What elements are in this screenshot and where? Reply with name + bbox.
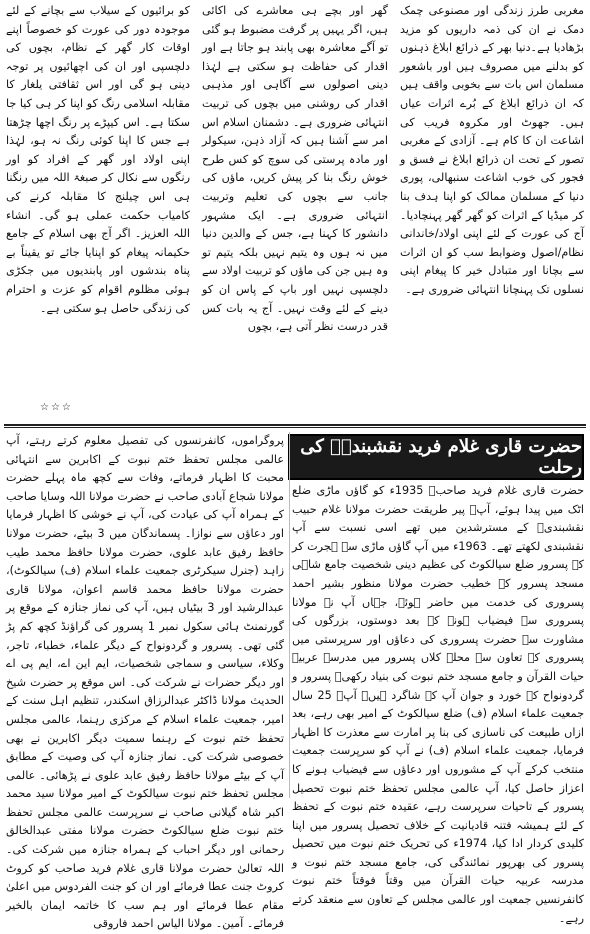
column-1-text: مغربی طرز زندگی اور مصنوعی چمک دمک نے ان کی ذمہ داریوں کو مزید بڑھادیا ہے۔دنیا بھر کے ذرائع ابلاغ ذہنوں کو بدلنے میں مصروف ہیں اور باشعور مسلمان اس بات سے بخوبی واقف ہیں کہ ان ذرائع ابلاغ کے بُرے اثرات عیاں ہیں۔ جھوٹ اور مکروہ فریب کی اشاعت ان کا کام ہے۔ آزادی کے مغربی تصور کے تحت ان ذرائع ابلاغ نے فسق و فجور کی خوب اشاعت سنبھالی، پوری دنیا کے مسلمان ممالک کو اپنا ہدف بنا کر میڈیا کے اثرات کو گھر گھر پہنچادیا۔ آج کی عورت کے لئے اپنی اولاد/خاندانی نظام/اصول وضوابط سب کو ان اثرات سے بچانا اور متبادل خیر کا پیغام اپنی نسلوں تک پہنچانا انتہائی ضروری ہے۔ <box>400 4 584 296</box>
top-section <box>6 2 584 422</box>
obituary-headline: حضرت قاری غلام فرید نقشبندیؒ کی رحلت <box>300 436 582 478</box>
article-column-3 <box>6 2 190 420</box>
obituary-left-text: پروگراموں، کانفرنسوں کی تفصیل معلوم کرتے رہتے، آپ عالمی مجلس تحفظ ختم نبوت کے اکابرین سے انتہائی محبت کا اظہار فرماتے، وفات سے کچھ ماہ پہلے حضرت مولانا شجاع آبادی صاحب نے حضرت مولانا اللہ وسایا صاحب کے ہمراہ آپ کی عیادت کی، آپ نے خوشی کا اظہار فرمایا اور دعاؤں سے نوازا۔ پسماندگان میں 3 بیٹے، حضرت مولانا حافظ رفیق عابد علوی، حضرت مولانا حافظ محمد طیب زاہد (جنرل سیکرٹری جمعیت علماء اسلام (ف) سیالکوٹ)، حضرت مولانا حافظ محمد قاسم اعوان، مولانا قاری عبدالرشید اور 3 بیٹیاں ہیں، آپ کی نماز جنازہ کے موقع پر گورنمنٹ ہائی سکول نمبر 1 پسرور کی گراؤنڈ کچھ کم پڑ گئی تھی۔ پسرور و گردونواح کے دیگر علماء، خطباء، تاجر، وکلاء، سیاسی و سماجی شخصیات، ایم این اے، ایم پی اے اور دیگر حضرات نے شرکت کی۔ اس موقع پر حضرت شیخ الحدیث مولانا ڈاکٹر عبدالرزاق اسکندر، تنظیم اہل سنت کے امیر، جمعیت علماء اسلام کے مرکزی رہنما، عالمی مجلس تحفظ ختم نبوت کے رہنما سمیت دیگر اکابرین نے بھی خصوصی شرکت کی۔ نماز جنازہ آپ کی وصیت کے مطابق آپ کے بیٹے مولانا حافظ رفیق عابد علوی نے پڑھائی۔ عالمی مجلس تحفظ ختم نبوت سیالکوٹ کے امیر مولانا سید محمد اکبر شاہ گیلانی صاحب نے سرپرست عالمی مجلس تحفظ ختم نبوت ضلع سیالکوٹ حضرت مولانا مفتی عبدالخالق رحمانی اور دیگر احباب کے ہمراہ جنازہ میں شرکت کی۔ اللہ تعالیٰ حضرت مولانا قاری غلام فرید صاحب کو کروٹ کروٹ جنت عطا فرمائے اور ان کو جنت الفردوس میں اعلیٰ مقام عطا فرمائے اور ہم سب کا خاتمہ ایمان بالخیر فرمائے۔ آمین۔ مولانا الیاس احمد فاروقی <box>6 434 285 931</box>
obituary-headline-box <box>288 434 584 480</box>
article-column-2 <box>202 2 388 420</box>
section-divider-thin <box>4 427 586 428</box>
column-2-text: گھر اور بچے ہی معاشرے کی اکائی ہیں، اگر یہیں پر گرفت مضبوط ہو گئی تو آگے معاشرہ بھی پابند ہو جاتا ہے اور اقدار کی حفاظت ہو سکتی ہے لہٰذا دینی اصولوں سے آگاہی اور مذہبی اقدار کی روشنی میں بچوں کی تربیت انتہائی ضروری ہے۔ دشمنان اسلام اس امر سے آشنا ہیں کہ آزاد ذہن، سیکولر اور مادہ پرستی کی سوچ کو کس طرح خوش رنگ بنا کر پیش کریں، ماؤں کی جانب سے بچوں کی تعلیم وتربیت انتہائی ضروری ہے۔ ایک مشہور دانشور کا کہنا ہے، جس کے والدین دنیا میں نہ ہوں وہ یتیم نہیں بلکہ یتیم تو وہ ہیں جن کی ماؤں کو تربیت اولاد سے دلچسپی نہیں اور باپ کے پاس ان کو دینے کے لئے وقت نہیں۔ آج یہ بات کس قدر درست نظر آتی ہے، بچوں <box>202 4 388 334</box>
article-column-1 <box>400 2 584 420</box>
obituary-column-right <box>292 482 585 925</box>
column-rule <box>289 432 290 798</box>
column-3-text: کو برائیوں کے سیلاب سے بچانے کے لئے موجودہ دور کی عورت کو خصوصاً اپنے اوقات کار گھر کے نظام، بچوں کی دلچسپی اور ان کی اچھائیوں پر توجہ دینی ہو گی اور اس ثقافتی یلغار کا مقابلہ اسلامی رنگ کو اپنا کر ہی کیا جا سکتا ہے۔ اس کیپڑے پر رنگ اچھا چڑھتا ہے جس کا اپنا کوئی رنگ نہ ہو، لہٰذا اپنی اولاد اور گھر کے افراد کو اور رنگوں سے نکال کر صبغۃ اللہ میں رنگنا ہی اس چیلنج کا مقابلہ کرنے کی کامیاب حکمت عملی ہو گی۔ انشاء اللہ العزیز۔ اگر آج بھی اسلام کے جامع حکیمانہ پیغام کو اپنایا جائے تو یقیناً بے پناہ بندشوں اور پابندیوں میں جکڑی ہوئی مظلوم اقوام کو عزت و احترام کی زندگی حاصل ہو سکتی ہے۔ <box>6 4 190 315</box>
section-divider <box>4 424 586 426</box>
section-end-stars: ☆☆☆ <box>40 402 73 413</box>
obituary-column-left <box>6 432 285 931</box>
obituary-right-text: حضرت قاری غلام فرید صاحبؒ 1935ء کو گاؤں ماڑی ضلع اٹک میں پیدا ہوئے، آپؒ پیر طریقت حضرت مولانا غلام حبیب نقشبندیؒ کے مسترشدین میں تھے اسی نسبت سے آپ نقشبندی لکھتے تھے۔ 1963ء میں آپ گاؤں ماڑی سے ہجرت کر کے پسرور ضلع سیالکوٹ کی عظیم دینی شخصیت جامع شاہی مسجد پسرور کے خطیب حضرت مولانا منظور بشیر احمد پسروری کی خدمت میں حاضر ہوئے، جہاں آپ نے مولانا پسروری سے فیضیاب ہونے کے بعد دوستوں، بزرگوں کی مشاورت سے حضرت پسروری کی دعاؤں اور سرپرستی میں پسروری کے تعاون سے محلہ کلاں پسرور میں مدرسہ عربیہ حیات القرآن و جامع مسجد ختم نبوت کی بنیاد رکھی۔ پسرور و گردونواح کے خورد و جوان آپ کے شاگرد ہیں۔ آپؒ 25 سال جمعیت علماء اسلام (ف) ضلع سیالکوٹ کے امیر بھی رہے، بعد ازاں طبیعت کی ناسازی کی بنا پر امارت سے معذرت کا اظہار فرمایا، جمعیت علماء اسلام (ف) نے آپ کو سرپرست جمعیت منتخب کرکے آپ کے مشوروں اور دعاؤں سے فیضیاب ہونے کا اعزاز حاصل کیا، آپ عالمی مجلس تحفظ ختم نبوت تحصیل پسرور کے تاحیات سرپرست رہے، عقیدہ ختم نبوت کے تحفظ کے لئے ہمیشہ فتنہ قادیانیت کے خلاف تحصیل پسرور میں اپنا کلیدی کردار ادا کیا، 1974ء کی تحریک ختم نبوت میں تحصیل پسرور کی بھرپور نمائندگی کی، جامع مسجد ختم نبوت و مدرسہ عربیہ حیات القرآن میں وقتاً فوقتاً ختم نبوت کانفرنسیں جمعیت اور عالمی مجلس کے تعاون سے منعقد کرتے رہے۔ <box>292 484 585 925</box>
